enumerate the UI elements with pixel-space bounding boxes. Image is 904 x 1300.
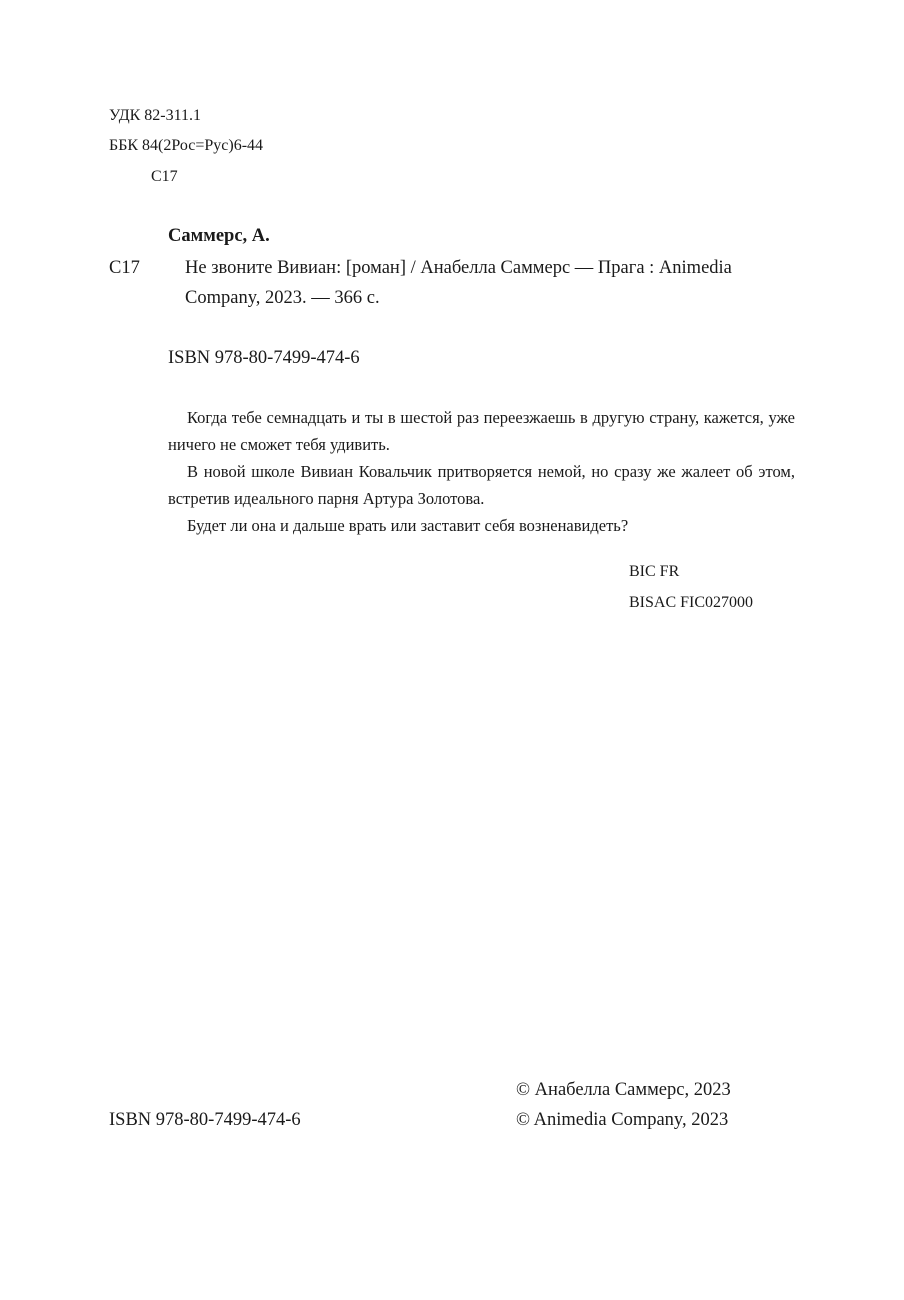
udk-code: УДК 82-311.1 [109,107,202,124]
bbk-code: ББК 84(2Рос=Рус)6-44 [109,137,264,154]
entry-mark: С17 [109,258,140,278]
copyright-publisher: © Animedia Company, 2023 [516,1110,729,1130]
bisac-code: BISAC FIC027000 [629,594,754,611]
author-mark: С17 [151,168,178,185]
description-line-1: Не звоните Вивиан: [роман] / Анабелла Саммерс — Прага : Animedia [185,258,732,278]
footer-isbn: ISBN 978-80-7499-474-6 [109,1110,301,1130]
annotation-paragraph-3: Будет ли она и дальше врать или заставит себя возненавидеть? [187,516,629,535]
entry-isbn: ISBN 978-80-7499-474-6 [168,348,360,368]
annotation [168,404,795,539]
copyright-author: © Анабелла Саммерс, 2023 [516,1080,731,1100]
bic-code: BIC FR [629,563,680,580]
description-line-2: Company, 2023. — 366 с. [185,288,380,308]
annotation-paragraph-2: В новой школе Вивиан Ковальчик притворяется немой, но сразу же жалеет об этом, встретив идеального парня Артура Золотова. [168,462,795,508]
annotation-paragraph-1: Когда тебе семнадцать и ты в шестой раз переезжаешь в другую страну, кажется, уже ничего не сможет тебя удивить. [168,408,795,454]
author-heading: Саммерс, А. [168,226,270,246]
